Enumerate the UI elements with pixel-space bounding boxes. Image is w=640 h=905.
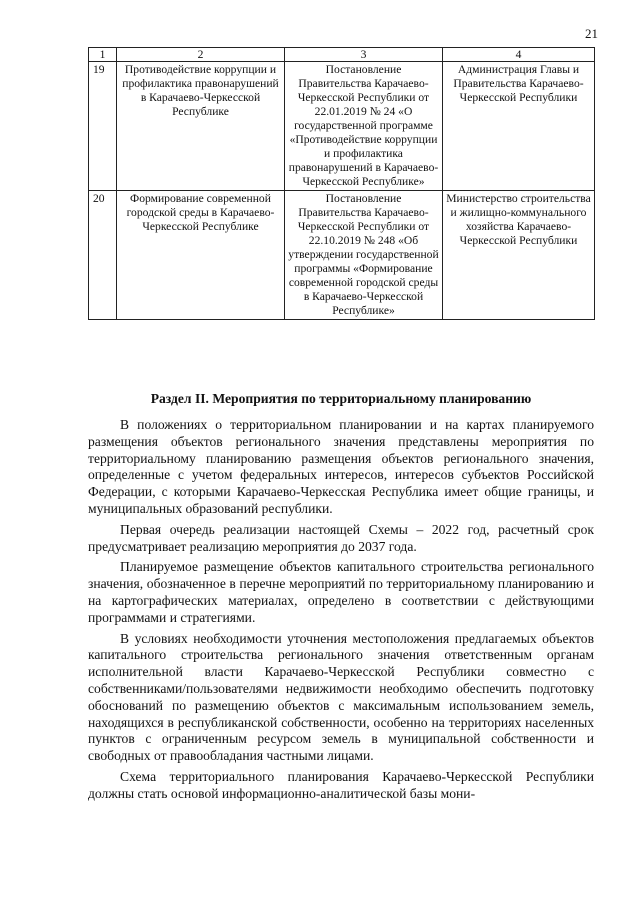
table-header-cell: 1 — [89, 48, 117, 62]
paragraph: Планируемое размещение объектов капитального строительства регионального значения, обозначенное в перечне мероприятий по территориальному планированию и на картографических материалах, определено в соответствии с действующими программами и стратегиями. — [88, 559, 594, 625]
program-name: Формирование современной городской среды в Карачаево-Черкесской Республике — [117, 191, 285, 320]
paragraph: В условиях необходимости уточнения местоположения предлагаемых объектов капитального строительства регионального значения ответственным органам исполнительной власти Карачаево-Черкесской Республики совместно с собственниками/пользователями недвижимости необходимо обеспечить подготовку обоснований по размещению объектов с максимальным использованием земель, находящихся в республиканской собственности, особенно на территориях населенных пунктов с ограниченным ресурсом земель в муниципальной собственности и свободных от правообладания частными лицами. — [88, 630, 594, 764]
table-header-cell: 2 — [117, 48, 285, 62]
program-resolution: Постановление Правительства Карачаево-Черкесской Республики от 22.01.2019 № 24 «О государственной программе «Противодействие коррупции и профилактика правонарушений в Карачаево-Черкесской Республике» — [285, 62, 443, 191]
paragraph: Схема территориального планирования Карачаево-Черкесской Республики должны стать основой информационно-аналитической базы мони- — [88, 768, 594, 801]
program-name: Противодействие коррупции и профилактика правонарушений в Карачаево-Черкесской Республике — [117, 62, 285, 191]
paragraph: В положениях о территориальном планировании и на картах планируемого размещения объектов регионального значения представлены мероприятия по территориальному планированию размещения объектов регионального значения, определенные с учетом федеральных интересов, интересов субъектов Российской Федерации, с которыми Карачаево-Черкесская Республика имеет общие границы, и муниципальных образований республики. — [88, 417, 594, 516]
program-resolution: Постановление Правительства Карачаево-Черкесской Республики от 22.10.2019 № 248 «Об утверждении государственной программы «Формирование современной городской среды в Карачаево-Черкесской Республике» — [285, 191, 443, 320]
row-number: 19 — [89, 62, 117, 191]
table-row — [89, 191, 595, 320]
section-body — [88, 417, 594, 807]
table-header-cell: 3 — [285, 48, 443, 62]
page-number: 21 — [585, 26, 598, 41]
table-header-cell: 4 — [443, 48, 595, 62]
row-number: 20 — [89, 191, 117, 320]
programs-table — [88, 47, 595, 320]
table-row — [89, 62, 595, 191]
responsible-body: Администрация Главы и Правительства Карачаево-Черкесской Республики — [443, 62, 595, 191]
paragraph: Первая очередь реализации настоящей Схемы – 2022 год, расчетный срок предусматривает реализацию мероприятия до 2037 года. — [88, 521, 594, 554]
table-header-row — [89, 48, 595, 62]
responsible-body: Министерство строительства и жилищно-коммунального хозяйства Карачаево-Черкесской Республики — [443, 191, 595, 320]
section-title: Раздел II. Мероприятия по территориальному планированию — [150, 391, 532, 406]
